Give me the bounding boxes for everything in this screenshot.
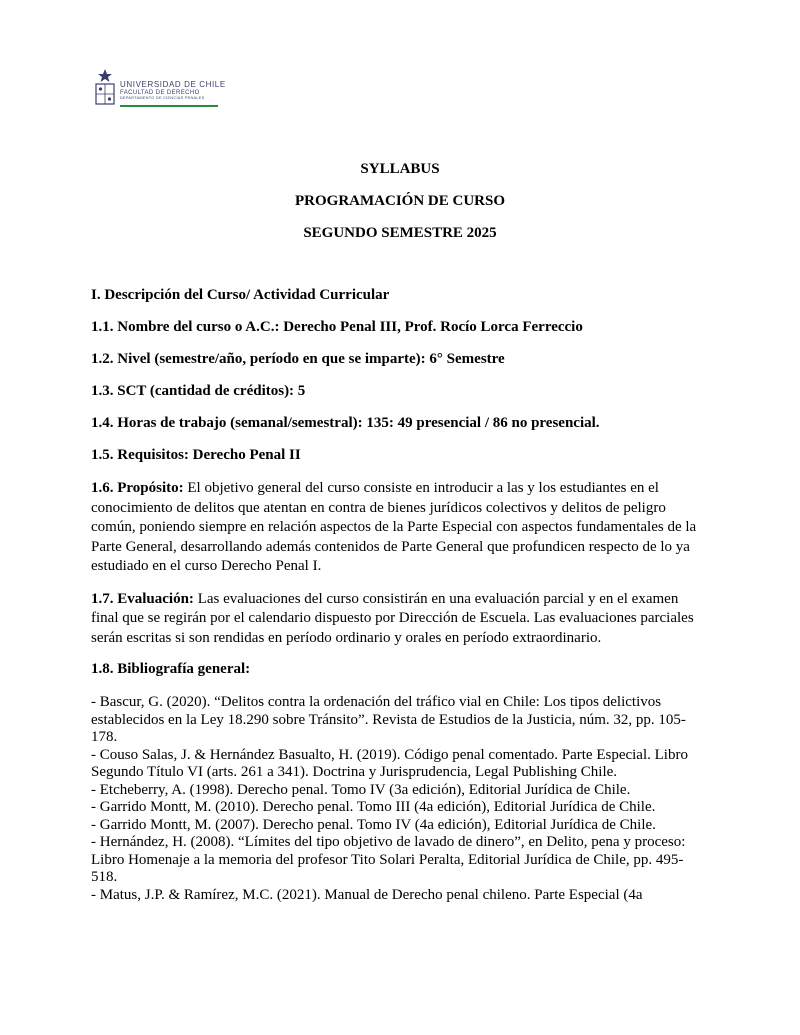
evaluation-label: 1.7. Evaluación:	[91, 590, 194, 607]
logo-department-name: DEPARTAMENTO DE CIENCIAS PENALES	[120, 96, 205, 100]
bibliography-entry: - Hernández, H. (2008). “Límites del tipo objetivo de lavado de dinero”, en Delito, pena y proceso: Libro Homenaje a la memoria del profesor Tito Solari Peralta, Editorial Jurídica de Chile, pp. 495-518.	[91, 834, 686, 885]
course-requirements: 1.5. Requisitos: Derecho Penal II	[91, 447, 301, 463]
bibliography-list	[91, 694, 703, 904]
bibliography-entry: - Garrido Montt, M. (2010). Derecho penal. Tomo III (4a edición), Editorial Jurídica de Chile.	[91, 799, 656, 815]
course-purpose	[91, 479, 703, 577]
document-body	[91, 287, 703, 904]
bibliography-entry: - Etcheberry, A. (1998). Derecho penal. Tomo IV (3a edición), Editorial Jurídica de Chile.	[91, 781, 631, 798]
logo-faculty-name: FACULTAD DE DERECHO	[120, 90, 200, 96]
bibliography-entry: - Garrido Montt, M. (2007). Derecho penal. Tomo IV (4a edición), Editorial Jurídica de Chile.	[91, 816, 656, 833]
logo-university-name: UNIVERSIDAD DE CHILE	[120, 80, 226, 89]
semester-title: SEGUNDO SEMESTRE 2025	[303, 225, 497, 241]
university-logo	[94, 68, 224, 110]
course-name: 1.1. Nombre del curso o A.C.: Derecho Penal III, Prof. Rocío Lorca Ferreccio	[91, 319, 583, 335]
university-seal-icon	[94, 68, 116, 108]
purpose-text: El objetivo general del curso consiste en introducir a las y los estudiantes en el conocimiento de delitos que atentan en contra de bienes jurídicos colectivos y delitos de peligro común, poniendo siempre en relación aspectos de la Parte Especial con aspectos fundamentales de la Parte General, desarrollando además contenidos de Parte General que profundicen respecto de lo ya estudiado en el curso Derecho Penal I.	[91, 480, 697, 574]
purpose-label: 1.6. Propósito:	[91, 480, 184, 496]
programming-title: PROGRAMACIÓN DE CURSO	[295, 193, 505, 209]
course-hours: 1.4. Horas de trabajo (semanal/semestral): 135: 49 presencial / 86 no presencial.	[91, 415, 600, 431]
course-credits: 1.3. SCT (cantidad de créditos): 5	[91, 383, 306, 399]
bibliography-entry: - Couso Salas, J. & Hernández Basualto, H. (2019). Código penal comentado. Parte Especial. Libro Segundo Título VI (arts. 261 a 341). Doctrina y Jurisprudencia, Legal Publishing Chile.	[91, 746, 688, 780]
bibliography-heading: 1.8. Bibliografía general:	[91, 661, 251, 677]
evaluation-text: Las evaluaciones del curso consistirán en una evaluación parcial y en el examen final que se regirán por el calendario dispuesto por Dirección de Escuela. Las evaluaciones parciales serán escritas si son rendidas en período ordinario y orales en período extraordinario.	[91, 590, 694, 646]
section-heading: I. Descripción del Curso/ Actividad Curricular	[91, 287, 390, 303]
bibliography-entry: - Bascur, G. (2020). “Delitos contra la ordenación del tráfico vial en Chile: Los tipos delictivos establecidos en la Ley 18.290 sobre Tránsito”. Revista de Estudios de la Justicia, núm. 32, pp. 105-178.	[91, 694, 686, 745]
bibliography-entry: - Matus, J.P. & Ramírez, M.C. (2021). Manual de Derecho penal chileno. Parte Especial (4a	[91, 886, 643, 903]
course-evaluation	[91, 590, 703, 649]
logo-underline	[120, 105, 218, 107]
syllabus-title: SYLLABUS	[360, 161, 440, 177]
course-level: 1.2. Nivel (semestre/año, período en que se imparte): 6° Semestre	[91, 351, 505, 367]
